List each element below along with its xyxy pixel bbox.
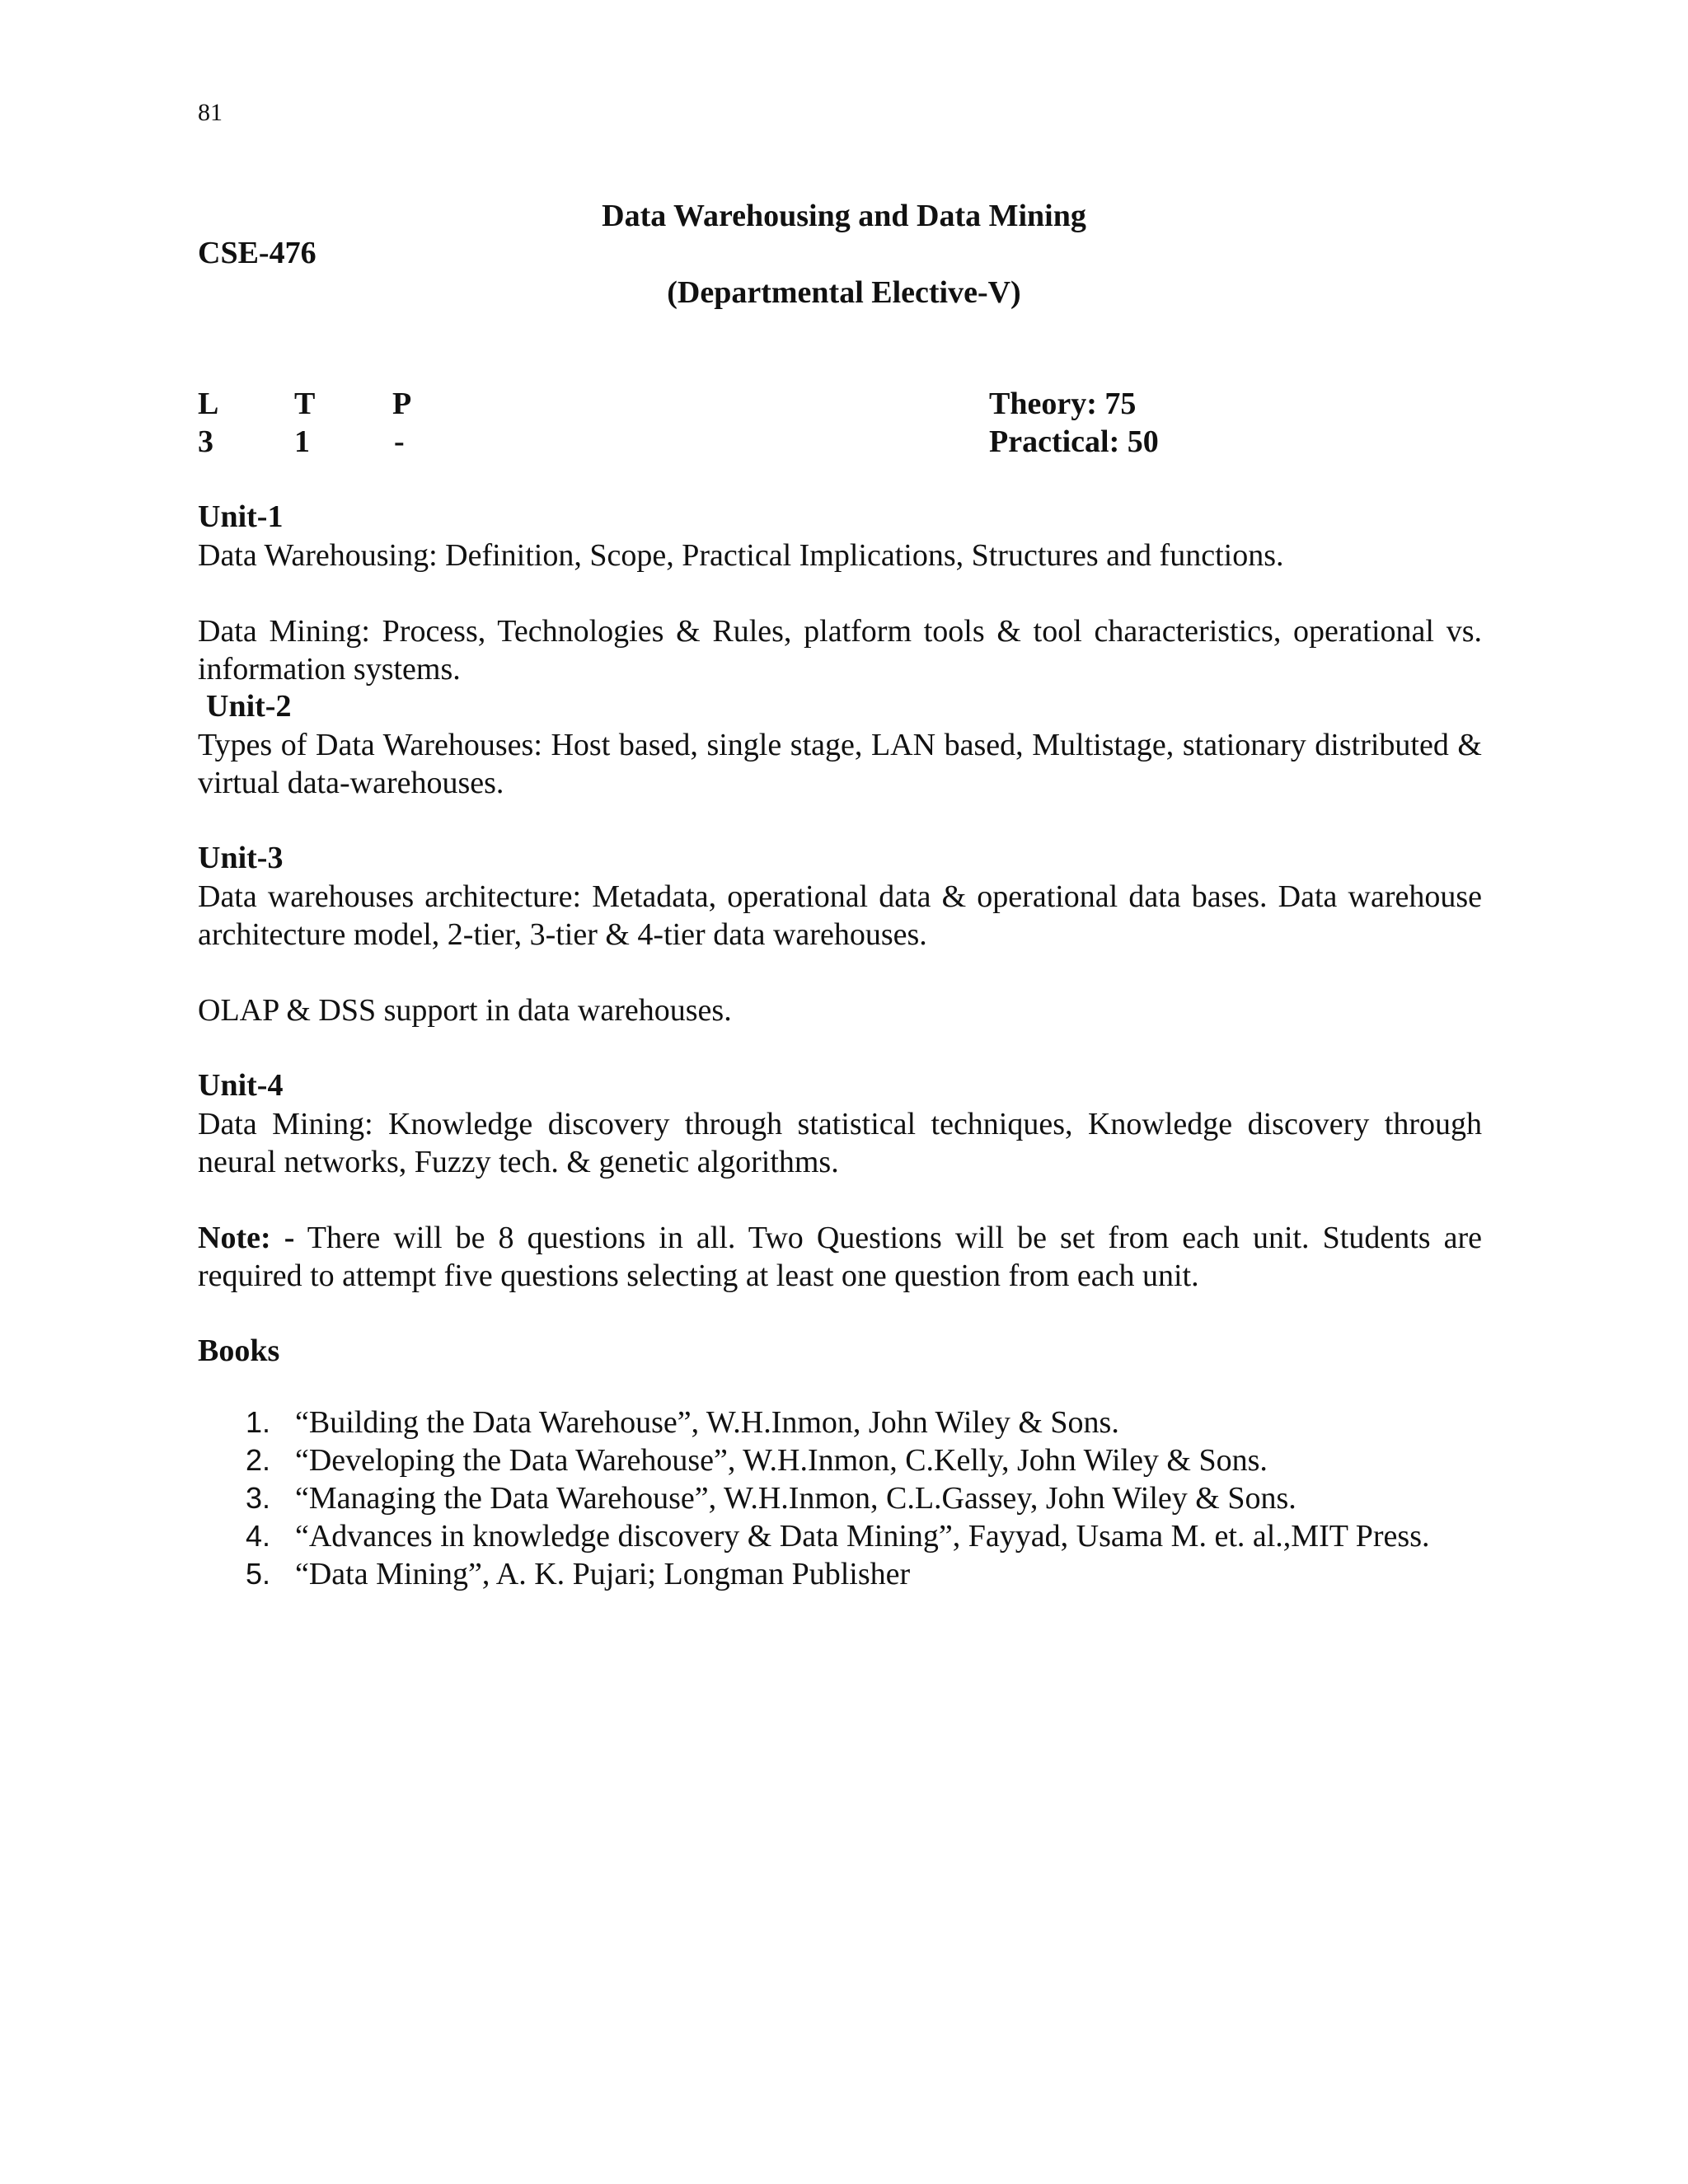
book-item bbox=[198, 1441, 1482, 1479]
practical-marks: Practical: 50 bbox=[989, 424, 1159, 459]
unit-4-heading: Unit-4 bbox=[198, 1068, 284, 1103]
ltp-header-p: P bbox=[392, 387, 412, 421]
unit-3-heading: Unit-3 bbox=[198, 841, 284, 875]
book-text: “Managing the Data Warehouse”, W.H.Inmon, C.L.Gassey, John Wiley & Sons. bbox=[295, 1481, 1296, 1516]
book-item bbox=[198, 1404, 1482, 1441]
course-title: Data Warehousing and Data Mining bbox=[602, 199, 1086, 233]
book-text: “Data Mining”, A. K. Pujari; Longman Publisher bbox=[295, 1557, 911, 1591]
ltp-value-p: - bbox=[394, 424, 405, 459]
page-number: 81 bbox=[198, 99, 223, 126]
book-number: 2. bbox=[246, 1443, 271, 1477]
books-heading: Books bbox=[198, 1333, 280, 1368]
book-text: “Building the Data Warehouse”, W.H.Inmon, John Wiley & Sons. bbox=[295, 1405, 1119, 1440]
unit-2-heading: Unit-2 bbox=[206, 689, 292, 724]
book-number: 3. bbox=[246, 1481, 271, 1515]
book-item bbox=[198, 1555, 1482, 1593]
note-label: Note: - bbox=[198, 1221, 295, 1255]
book-text: “Advances in knowledge discovery & Data Mining”, Fayyad, Usama M. et. al.,MIT Press. bbox=[295, 1519, 1430, 1554]
unit-1-paragraph-2: Data Mining: Process, Technologies & Rules, platform tools & tool characteristics, operational vs. information systems. bbox=[198, 614, 1482, 687]
book-item bbox=[198, 1479, 1482, 1517]
unit-1-paragraph-1: Data Warehousing: Definition, Scope, Practical Implications, Structures and functions. bbox=[198, 538, 1284, 573]
note-paragraph bbox=[198, 1219, 1482, 1295]
ltp-header-t: T bbox=[294, 387, 316, 421]
course-code: CSE-476 bbox=[198, 236, 316, 270]
note-text: There will be 8 questions in all. Two Questions will be set from each unit. Students are required to attempt five questions selecting at least one question from each unit. bbox=[198, 1221, 1482, 1293]
unit-3-paragraph-1: Data warehouses architecture: Metadata, operational data & operational data bases. Data warehouse architecture model, 2-tier, 3-tier & 4-tier data warehouses. bbox=[198, 879, 1482, 952]
ltp-value-t: 1 bbox=[294, 424, 310, 459]
unit-4-paragraph-1: Data Mining: Knowledge discovery through statistical techniques, Knowledge discovery through neural networks, Fuzzy tech. & genetic algorithms. bbox=[198, 1107, 1482, 1179]
book-number: 1. bbox=[246, 1405, 271, 1439]
ltp-value-l: 3 bbox=[198, 424, 213, 459]
course-subtitle: (Departmental Elective-V) bbox=[667, 275, 1021, 310]
ltp-header-l: L bbox=[198, 387, 219, 421]
unit-3-paragraph-2: OLAP & DSS support in data warehouses. bbox=[198, 993, 732, 1028]
unit-2-paragraph-1: Types of Data Warehouses: Host based, single stage, LAN based, Multistage, stationary distributed & virtual data-warehouses. bbox=[198, 728, 1482, 800]
theory-marks: Theory: 75 bbox=[989, 387, 1137, 421]
unit-1-heading: Unit-1 bbox=[198, 499, 284, 534]
book-number: 5. bbox=[246, 1557, 271, 1591]
book-number: 4. bbox=[246, 1519, 271, 1553]
book-item bbox=[198, 1517, 1482, 1555]
book-text: “Developing the Data Warehouse”, W.H.Inmon, C.Kelly, John Wiley & Sons. bbox=[295, 1443, 1268, 1478]
books-list bbox=[198, 1404, 1482, 1593]
